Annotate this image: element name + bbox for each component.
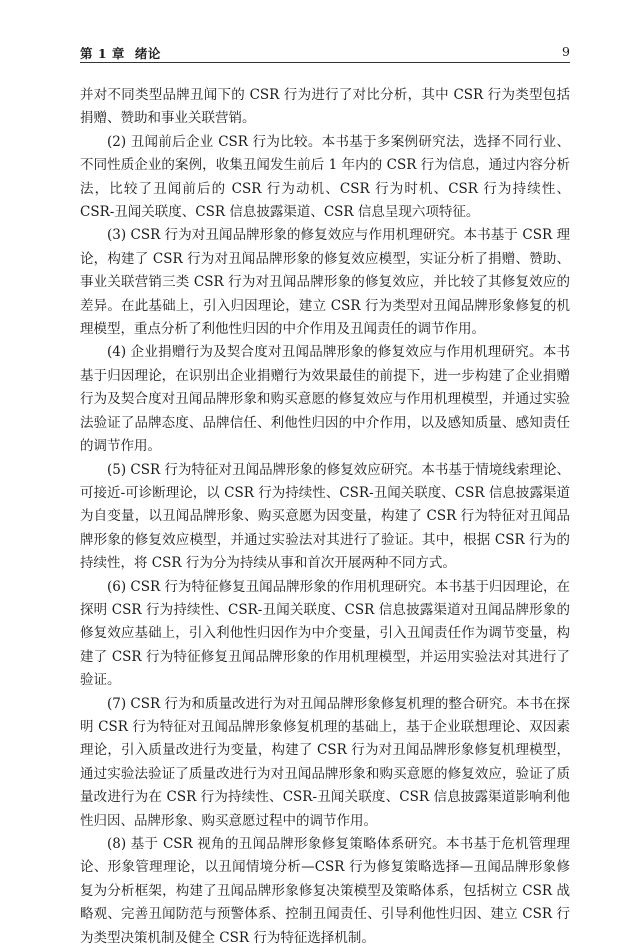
body-text bbox=[80, 84, 570, 950]
paragraph-item-8: (8) 基于 CSR 视角的丑闻品牌形象修复策略体系研究。本书基于危机管理理论、形象管理理论，以丑闻情境分析—CSR 行为修复策略选择—丑闻品牌形象修复为分析框架，构建了丑闻品牌形象修复决策模型及策略体系，包括树立 CSR 战略观、完善丑闻防范与预警体系、控制丑闻责任、引导利他性归因、建立 CSR 行为类型决策机制及健全 CSR 行为特征选择机制。 bbox=[80, 836, 570, 946]
paragraph-item-3: (3) CSR 行为对丑闻品牌形象的修复效应与作用机理研究。本书基于 CSR 理论，构建了 CSR 行为对丑闻品牌形象的修复效应模型，实证分析了捐赠、赞助、事业关联营销三类 CSR 行为对丑闻品牌形象的修复效应，并比较了其修复效应的差异。在此基础上，引入归因理论，建立 CSR 行为类型对丑闻品牌形象修复的机理模型，重点分析了利他性归因的中介作用及丑闻责任的调节作用。 bbox=[80, 227, 570, 338]
paragraph-item-7: (7) CSR 行为和质量改进行为对丑闻品牌形象修复机理的整合研究。本书在探明 CSR 行为特征对丑闻品牌形象修复机理的基础上，基于企业联想理论、双因素理论，引入质量改进行为变量，构建了 CSR 行为对丑闻品牌形象修复机理模型，通过实验法验证了质量改进行为对丑闻品牌形象和购买意愿的修复效应，验证了质量改进行为在 CSR 行为持续性、CSR-丑闻关联度、CSR 信息披露渠道影响利他性归因、品牌形象、购买意愿过程中的调节作用。 bbox=[80, 695, 570, 829]
paragraph-item-2: (2) 丑闻前后企业 CSR 行为比较。本书基于多案例研究法，选择不同行业、不同性质企业的案例，收集丑闻发生前后 1 年内的 CSR 行为信息，通过内容分析法，比较了丑闻前后的 CSR 行为动机、CSR 行为时机、CSR 行为持续性、CSR-丑闻关联度、CSR 信息披露渠道、CSR 信息呈现六项特征。 bbox=[80, 133, 570, 221]
chapter-title: 绪论 bbox=[134, 46, 161, 61]
chapter-number: 第 1 章 bbox=[80, 46, 125, 61]
paragraph-item-5: (5) CSR 行为特征对丑闻品牌形象的修复效应研究。本书基于情境线索理论、可接近-可诊断理论，以 CSR 行为持续性、CSR-丑闻关联度、CSR 信息披露渠道为自变量，以丑闻品牌形象、购买意愿为因变量，构建了 CSR 行为特征对丑闻品牌形象的修复效应模型，并通过实验法对其进行了验证。其中，根据 CSR 行为的持续性，将 CSR 行为分为持续从事和首次开展两种不同方式。 bbox=[80, 461, 570, 572]
paragraph-item-6: (6) CSR 行为特征修复丑闻品牌形象的作用机理研究。本书基于归因理论，在探明 CSR 行为持续性、CSR-丑闻关联度、CSR 信息披露渠道对丑闻品牌形象的修复效应基础上，引入利他性归因作为中介变量，引入丑闻责任作为调节变量，构建了 CSR 行为特征修复丑闻品牌形象的作用机理模型，并运用实验法对其进行了验证。 bbox=[80, 578, 570, 689]
page-number: 9 bbox=[562, 44, 570, 59]
running-head bbox=[80, 44, 161, 62]
paragraph-continuation: 并对不同类型品牌丑闻下的 CSR 行为进行了对比分析，其中 CSR 行为类型包括捐赠、赞助和事业关联营销。 bbox=[80, 87, 570, 127]
page-header bbox=[80, 44, 570, 63]
paragraph-item-4: (4) 企业捐赠行为及契合度对丑闻品牌形象的修复效应与作用机理研究。本书基于归因理论，在识别出企业捐赠行为效果最佳的前提下，进一步构建了企业捐赠行为及契合度对丑闻品牌形象和购买意愿的修复效应与作用机理模型，并通过实验法验证了品牌态度、品牌信任、利他性归因的中介作用，以及感知质量、感知责任的调节作用。 bbox=[80, 344, 570, 455]
